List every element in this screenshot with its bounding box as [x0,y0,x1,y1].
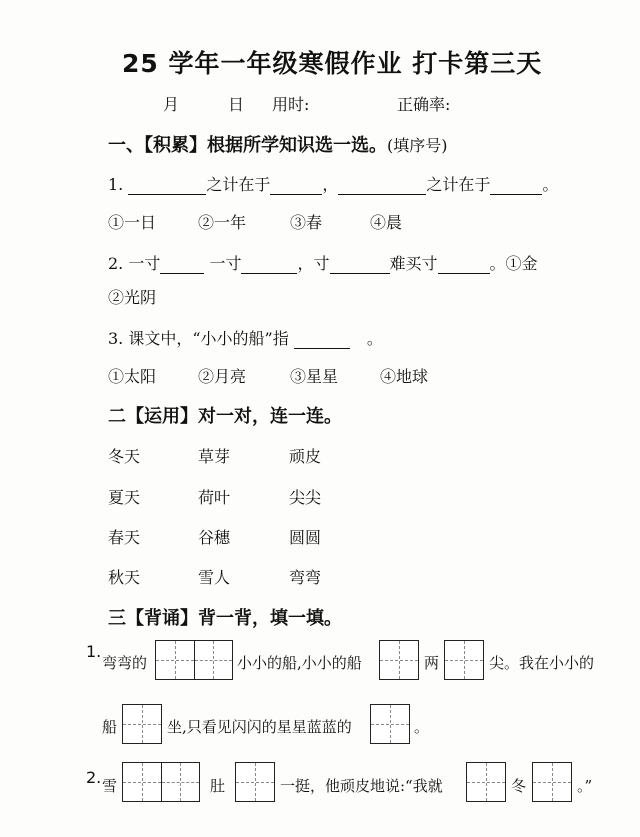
word-snowman[interactable]: 雪人 [198,568,231,587]
page-title: 25 学年一年级寒假作业 打卡第三天 [122,49,543,78]
q2-blank-1[interactable] [160,256,204,274]
tianzige-box[interactable] [122,704,162,744]
q1-blank-2[interactable] [270,177,322,195]
passage-1-text-a: 弯弯的 [102,654,148,672]
q1-option-2: ②一年 [198,213,247,232]
word-autumn[interactable]: 秋天 [108,568,141,587]
word-lotus-leaf[interactable]: 荷叶 [198,488,231,507]
q2-text-4: 难买寸 [389,254,438,273]
q2-blank-3[interactable] [330,256,390,274]
accuracy-label: 正确率: [397,95,451,114]
q3-text: 3. 课文中，“小小的船”指 [108,329,289,348]
word-grass-bud[interactable]: 草芽 [198,447,231,466]
tianzige-box[interactable] [532,762,572,802]
q3-end: 。 [366,329,383,348]
passage-1b-text-c: 。 [414,718,430,736]
word-curved[interactable]: 弯弯 [289,568,322,587]
word-naughty[interactable]: 顽皮 [289,447,322,466]
word-winter[interactable]: 冬天 [108,447,141,466]
q1-number: 1. [108,175,124,194]
q1-text-4: 。 [542,175,559,194]
q2-text-1: 一寸 [128,254,161,273]
section1-title: 一、【积累】根据所学知识选一选。 [108,135,387,156]
question-3 [108,326,383,349]
tianzige-box[interactable] [235,762,275,802]
q3-option-4: ④地球 [380,367,429,386]
q1-blank-4[interactable] [490,177,542,195]
section2-heading: 二【运用】对一对，连一连。 [108,406,342,427]
day-label: 日 [228,95,245,114]
q3-option-1: ①太阳 [108,367,157,386]
tianzige-box[interactable] [122,762,200,802]
q2-continuation: ②光阴 [108,288,157,307]
passage-2-text-b: 肚 [210,777,226,795]
q1-blank-1[interactable] [128,177,206,195]
q2-text-5: 。①金 [489,254,538,273]
question-2 [108,251,538,274]
q1-blank-3[interactable] [338,177,426,195]
passage-2-text-a: 雪 [102,777,118,795]
month-label: 月 [163,95,180,114]
passage-1-text-c: 两 [424,654,440,672]
tianzige-box[interactable] [155,640,233,680]
word-grain-ear[interactable]: 谷穗 [198,528,231,547]
q1-option-4: ④晨 [370,213,403,232]
section1-heading [108,131,448,157]
tianzige-box[interactable] [444,640,484,680]
q3-option-3: ③星星 [290,367,339,386]
q1-text-3: 之计在于 [426,175,491,194]
time-label: 用时: [272,95,310,114]
passage-1-text-d: 尖。我在小小的 [489,654,595,672]
q3-option-2: ②月亮 [198,367,247,386]
passage-2-text-d: 冬 [511,777,527,795]
passage-1b-text-a: 船 [102,718,118,736]
tianzige-box[interactable] [466,762,506,802]
section3-heading: 三【背诵】背一背，填一填。 [108,608,342,629]
section1-note: (填序号) [387,136,448,155]
q2-number: 2. [108,254,124,273]
q1-text-2: ， [322,175,339,194]
word-round[interactable]: 圆圆 [289,528,322,547]
q3-blank[interactable] [294,331,350,349]
passage-1-text-b: 小小的船,小小的船 [237,654,362,672]
q1-option-1: ①一日 [108,213,157,232]
word-spring[interactable]: 春天 [108,528,141,547]
question-1 [108,172,558,195]
q2-blank-2[interactable] [241,256,297,274]
passage-2-number: 2. [86,768,102,787]
passage-2-text-c: 一挺，他顽皮地说:“我就 [280,777,443,795]
q2-blank-4[interactable] [438,256,490,274]
word-pointy[interactable]: 尖尖 [289,488,322,507]
passage-2-text-e: 。” [577,777,593,795]
q2-text-3: ，寸 [297,254,330,273]
word-summer[interactable]: 夏天 [108,488,141,507]
tianzige-box[interactable] [379,640,419,680]
q2-text-2: 一寸 [209,254,242,273]
passage-1-number: 1. [86,642,102,661]
q1-option-3: ③春 [290,213,323,232]
passage-1b-text-b: 坐,只看见闪闪的星星蓝蓝的 [167,718,352,736]
tianzige-box[interactable] [370,704,410,744]
q1-text-1: 之计在于 [206,175,271,194]
